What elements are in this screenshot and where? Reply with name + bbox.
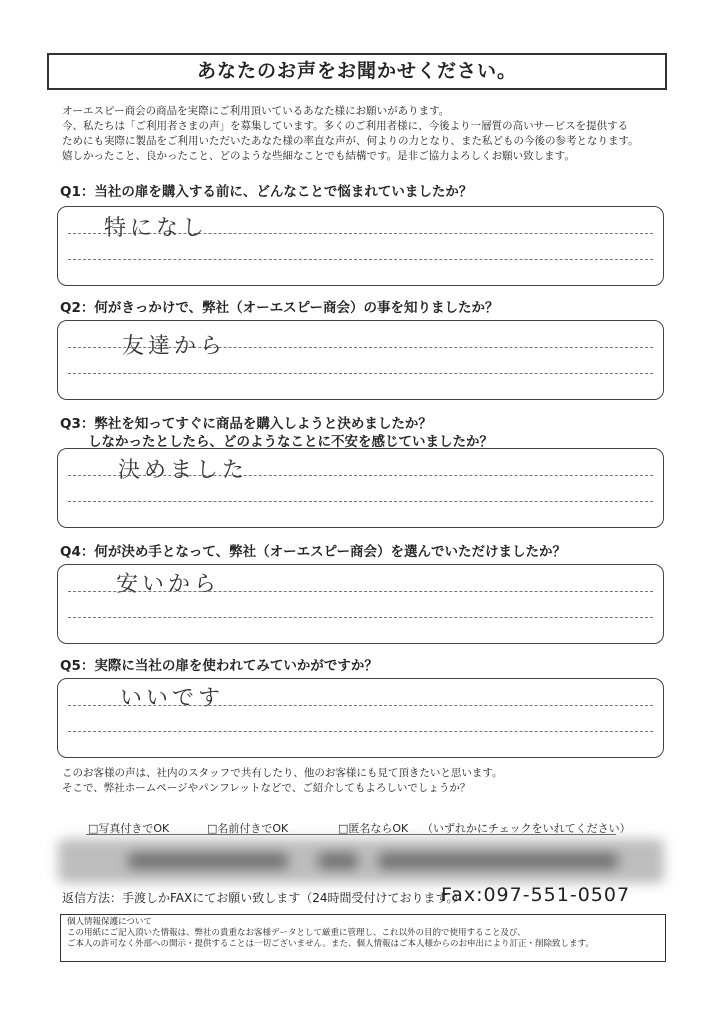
answer-box-4 — [57, 564, 664, 644]
question-5-label: Q5：実際に当社の扉を使われてみていかがですか？ — [60, 658, 378, 674]
answer-1-text: 特になし — [104, 216, 209, 241]
redaction-mark — [318, 853, 358, 869]
redacted-customer-info — [58, 839, 664, 883]
intro-line-3: ためにも実際に製品をご利用いただいたあなた様の率直な声が、何よりの力となり、また私どもの今後の参考となります。 — [62, 135, 639, 147]
question-2-label: Q2：何がきっかけで、弊社（オーエスピー商会）の事を知りましたか？ — [60, 300, 499, 316]
consent-photo-checkbox[interactable]: □写真付きでOK — [88, 822, 170, 835]
page-title: あなたのお声をお聞かせください。 — [47, 53, 667, 90]
answer-3-text: 決めました — [118, 458, 249, 483]
question-4-label: Q4：何が決め手となって、弊社（オーエスピー商会）を選んでいただけましたか？ — [60, 544, 567, 560]
question-1-label: Q1：当社の扉を購入する前に、どんなことで悩まれていましたか？ — [60, 184, 473, 200]
privacy-notice-box — [60, 914, 666, 962]
redaction-mark — [128, 853, 288, 869]
ruled-line — [68, 259, 653, 260]
answer-4-text: 安いから — [116, 572, 221, 597]
ruled-line — [68, 617, 653, 618]
intro-line-4: 嬉しかったこと、良かったこと、どのような些細なことでも結構です。是非ご協力よろしくお願い致します。 — [62, 150, 575, 162]
intro-line-1: オーエスピー商会の商品を実際にご利用頂いているあなた様にお願いがあります。 — [62, 105, 450, 117]
ruled-line — [68, 501, 653, 502]
question-3-label: Q3：弊社を知ってすぐに商品を購入しようと決めましたか？ — [60, 416, 432, 432]
privacy-line-1: この用紙にご記入頂いた情報は、弊社の貴重なお客様データとして厳重に管理し、これ以外の目的で使用すること及び、 — [67, 928, 526, 938]
answer-box-3 — [57, 448, 664, 528]
privacy-line-2: ご本人の許可なく外部への開示・提供することは一切ございません。また、個人情報はご本人様からのお申出により訂正・削除致します。 — [67, 939, 594, 949]
ruled-line — [68, 731, 653, 732]
footer-line-1: このお客様の声は、社内のスタッフで共有したり、他のお客様にも見て頂きたいと思います。 — [62, 767, 503, 779]
consent-underline — [86, 834, 616, 835]
fax-number: Fax:097-551-0507 — [441, 884, 631, 906]
redaction-mark — [378, 853, 618, 869]
intro-line-2: 今、私たちは「ご利用者さまの声」を募集しています。多くのご利用者様に、今後より一層質の高いサービスを提供する — [62, 120, 629, 132]
return-method-text: 返信方法：手渡しかFAXにてお願い致します（24時間受付けております。） — [62, 891, 465, 905]
question-3-label-line2: しなかったとしたら、どのようなことに不安を感じていましたか？ — [88, 434, 493, 450]
answer-box-1 — [57, 206, 664, 286]
answer-box-5 — [57, 678, 664, 758]
answer-box-2 — [57, 320, 664, 400]
answer-5-text: いいです — [120, 686, 225, 711]
consent-name-checkbox[interactable]: □名前付きでOK — [207, 822, 289, 835]
privacy-heading: 個人情報保護について — [67, 917, 152, 927]
ruled-line — [68, 373, 653, 374]
footer-line-2: そこで、弊社ホームページやパンフレットなどで、ご紹介してもよろしいでしょうか？ — [62, 782, 471, 794]
consent-note: （いずれかにチェックをいれてください） — [422, 822, 631, 835]
answer-2-text: 友達から — [122, 334, 227, 359]
consent-anonymous-checkbox[interactable]: □匿名ならOK — [338, 822, 409, 835]
